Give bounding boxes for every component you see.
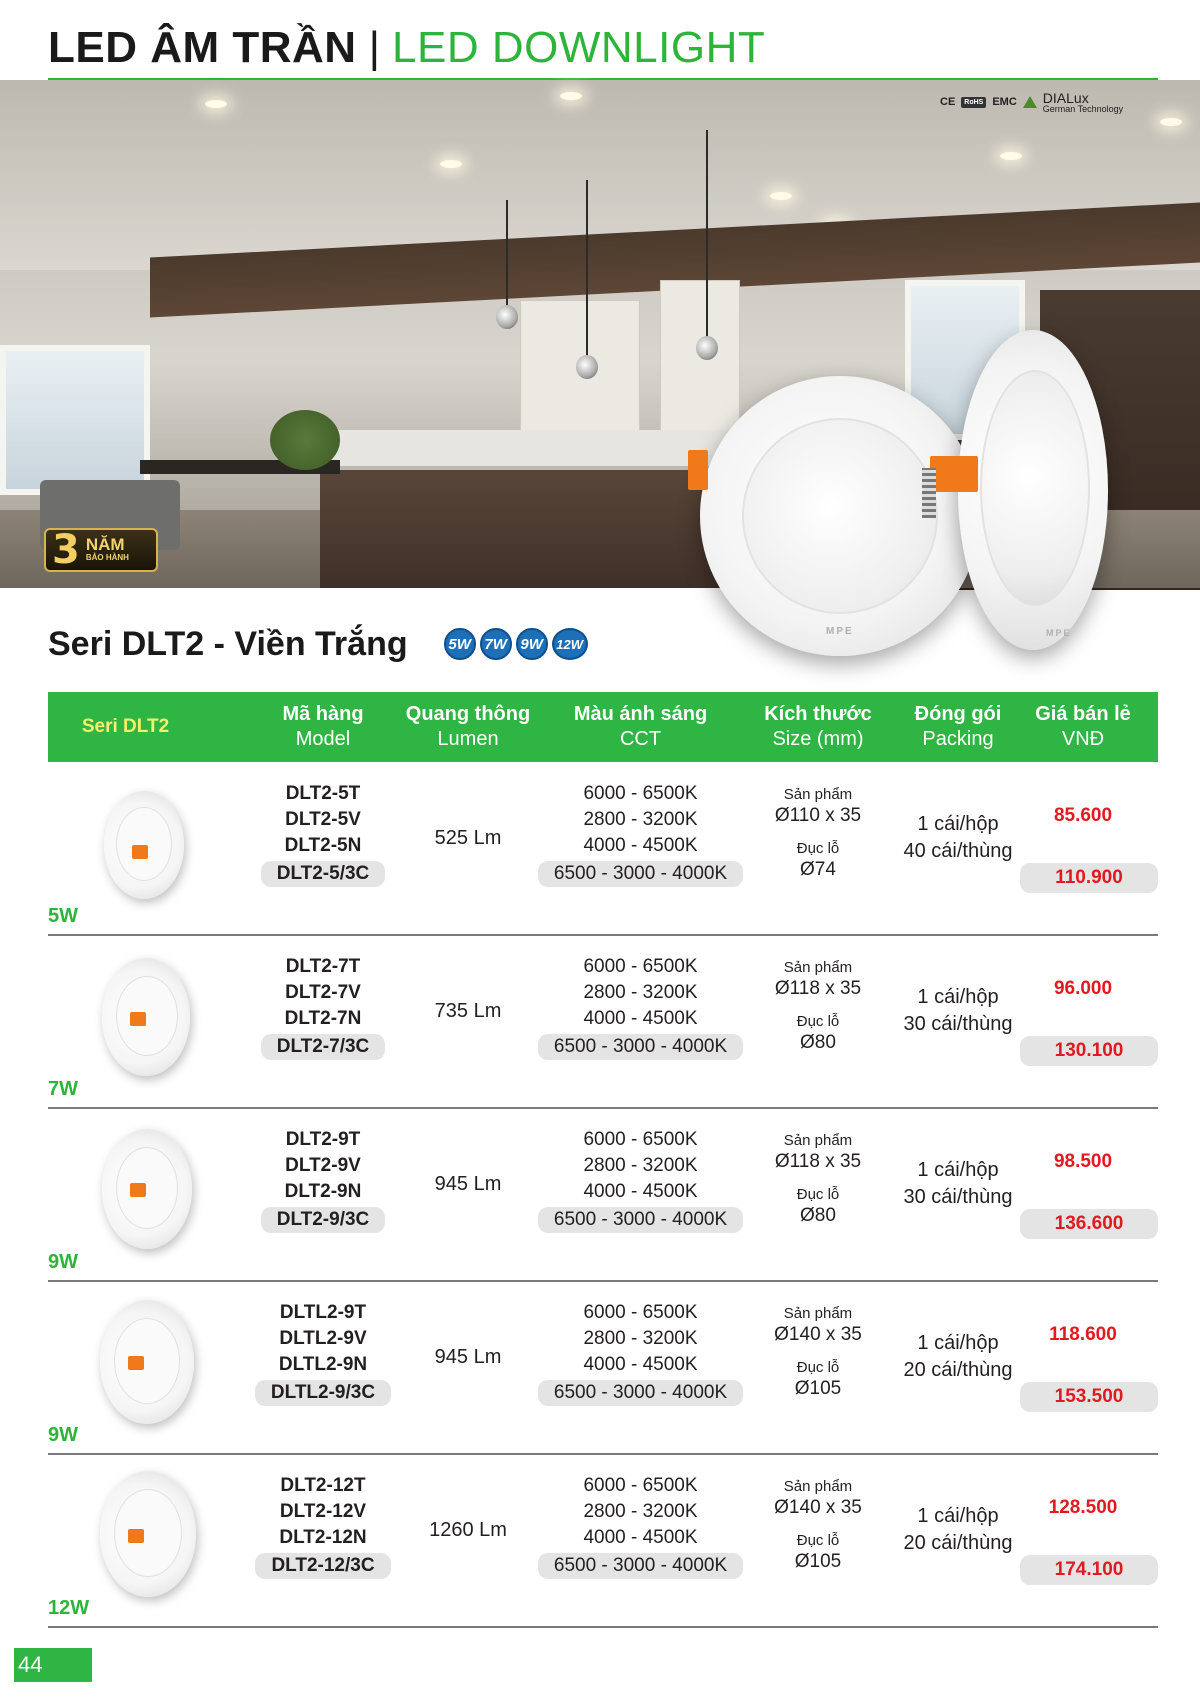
model-code-3c: DLT2-7/3C [261,1034,386,1060]
page-title-vietnamese: LED ÂM TRẦN [48,23,357,72]
size-product-label: Sản phẩm [783,1478,853,1495]
warranty-years-number: 3 [52,527,80,573]
product-thumbnail [100,1300,194,1424]
header-model: Mã hàng Model [282,703,364,750]
size-cutout-label: Đục lỗ [796,1013,840,1030]
cct-value: 4000 - 4500K [583,1527,698,1548]
cct-value: 2800 - 3200K [583,1328,698,1349]
size-cutout-label: Đục lỗ [796,1359,840,1376]
size-product: Ø110 x 35 [774,805,862,826]
cct-value: 6000 - 6500K [583,956,698,977]
ceiling-downlight-glow [205,100,227,108]
pack-box: 1 cái/hộp [917,986,999,1008]
pack-carton: 20 cái/thùng [903,1532,1013,1554]
cct-value: 6000 - 6500K [583,783,698,804]
ceiling-downlight-glow [440,160,462,168]
header-price: Giá bán lẻ VNĐ [1035,703,1131,750]
model-code: DLT2-7T [285,956,361,977]
cct-value-3c: 6500 - 3000 - 4000K [538,1380,743,1406]
table-row [48,1455,1158,1628]
warranty-label: BẢO HÀNH [85,553,129,563]
retail-price-3c: 136.600 [1020,1209,1158,1239]
model-code: DLT2-5N [284,835,362,856]
model-code-3c: DLT2-5/3C [261,861,386,887]
product-thumbnail [102,1129,192,1249]
downlight-diffuser [742,418,938,614]
page-header [48,18,1158,78]
model-code: DLT2-7V [285,982,361,1003]
cct-value-3c: 6500 - 3000 - 4000K [538,861,743,887]
model-code: DLT2-12V [279,1501,367,1522]
series-title: Seri DLT2 - Viền Trắng [48,624,408,663]
wattage-badges [444,628,588,660]
row-wattage-label: 9W [48,1251,78,1273]
retail-price: 128.500 [1048,1497,1118,1518]
series-heading [48,618,588,670]
model-code: DLT2-12T [280,1475,366,1496]
certification-logos [940,88,1160,116]
ce-mark-icon: CE [940,96,956,108]
dialux-subtitle: German Technology [1042,103,1124,114]
wattage-badge: 7W [480,628,512,660]
lumen-value: 525 Lm [434,827,502,849]
size-cutout: Ø80 [800,1032,836,1053]
cct-value: 4000 - 4500K [583,1181,698,1202]
ceiling-downlight-glow [1160,118,1182,126]
size-product-label: Sản phẩm [783,959,853,976]
downlight-diffuser [980,370,1090,606]
wattage-badge: 5W [444,628,476,660]
pendant-cord [706,130,708,340]
warranty-years-word: NĂM [85,535,125,555]
ceiling-downlight-glow [560,92,582,100]
table-row [48,1282,1158,1455]
pendant-lamp [576,355,598,379]
cct-value-3c: 6500 - 3000 - 4000K [538,1034,743,1060]
model-code: DLT2-9T [285,1129,361,1150]
retail-price: 98.500 [1053,1151,1113,1172]
retail-price-3c: 174.100 [1020,1555,1158,1585]
pack-box: 1 cái/hộp [917,1505,999,1527]
warranty-badge [44,528,158,572]
row-wattage-label: 9W [48,1424,78,1446]
brand-mark: MPE [826,626,854,637]
emc-icon: EMC [992,96,1017,108]
model-code: DLTL2-9N [278,1354,368,1375]
wattage-badge: 12W [552,628,588,660]
model-code-3c: DLTL2-9/3C [255,1380,391,1406]
pack-carton: 30 cái/thùng [903,1013,1013,1035]
size-cutout: Ø105 [794,1551,842,1572]
table-row [48,1109,1158,1282]
downlight-product-front [700,376,980,656]
product-thumbnail [100,1471,196,1597]
model-code: DLTL2-9T [279,1302,367,1323]
model-code: DLT2-12N [279,1527,367,1548]
header-size: Kích thước Size (mm) [764,703,872,750]
pendant-lamp [696,336,718,360]
lumen-value: 1260 Lm [429,1519,507,1541]
dialux-logo [1043,91,1123,114]
ceiling-downlight-glow [1000,152,1022,160]
cct-value-3c: 6500 - 3000 - 4000K [538,1207,743,1233]
dialux-logo-icon [1023,96,1037,108]
spring-clip [688,450,708,490]
header-series: Seri DLT2 [81,716,170,737]
pack-box: 1 cái/hộp [917,1332,999,1354]
table-header [48,692,1158,762]
size-cutout-label: Đục lỗ [796,1186,840,1203]
pendant-cord [586,180,588,360]
pack-carton: 20 cái/thùng [903,1359,1013,1381]
size-cutout: Ø80 [800,1205,836,1226]
size-product: Ø118 x 35 [774,978,862,999]
header-lumen: Quang thông Lumen [405,703,531,750]
size-product: Ø140 x 35 [774,1497,862,1518]
size-cutout: Ø74 [800,859,836,880]
model-code: DLT2-5T [285,783,361,804]
ceiling-downlight-glow [770,192,792,200]
row-wattage-label: 12W [48,1597,90,1619]
cct-value-3c: 6500 - 3000 - 4000K [538,1553,743,1579]
size-product-label: Sản phẩm [783,1305,853,1322]
lumen-value: 945 Lm [434,1346,502,1368]
title-separator: | [368,23,381,72]
header-packing: Đóng gói Packing [914,703,1002,750]
dialux-name: DIALux [1042,89,1089,106]
size-product: Ø118 x 35 [774,1151,862,1172]
cct-value: 2800 - 3200K [583,1155,698,1176]
pack-box: 1 cái/hộp [917,1159,999,1181]
cct-value: 4000 - 4500K [583,1008,698,1029]
lumen-value: 945 Lm [434,1173,502,1195]
cct-value: 6000 - 6500K [583,1129,698,1150]
brand-mark: MPE [1046,628,1072,638]
model-code-3c: DLT2-9/3C [261,1207,386,1233]
table-row [48,936,1158,1109]
cct-value: 4000 - 4500K [583,1354,698,1375]
size-product-label: Sản phẩm [783,1132,853,1149]
model-code: DLTL2-9V [279,1328,367,1349]
table-row [48,763,1158,936]
product-thumbnail [102,958,190,1076]
plant [270,410,340,470]
pendant-lamp [496,305,518,329]
cct-value: 2800 - 3200K [583,809,698,830]
page-title-english: LED DOWNLIGHT [392,23,766,72]
page-number: 44 [14,1648,92,1682]
rohs-icon: RoHS [961,97,986,108]
wattage-badge: 9W [516,628,548,660]
retail-price: 85.600 [1053,805,1113,826]
retail-price: 96.000 [1053,978,1113,999]
model-code: DLT2-9N [284,1181,362,1202]
downlight-product-side [958,330,1108,650]
header-cct: Màu ánh sáng CCT [573,703,708,750]
size-product: Ø140 x 35 [774,1324,862,1345]
cct-value: 6000 - 6500K [583,1475,698,1496]
retail-price-3c: 130.100 [1020,1036,1158,1066]
size-cutout-label: Đục lỗ [796,1532,840,1549]
model-code: DLT2-9V [285,1155,361,1176]
retail-price-3c: 153.500 [1020,1382,1158,1412]
hero-kitchen-photo [0,80,1200,638]
retail-price-3c: 110.900 [1020,863,1158,893]
size-product-label: Sản phẩm [783,786,853,803]
model-code: DLT2-7N [284,1008,362,1029]
lumen-value: 735 Lm [434,1000,502,1022]
cct-value: 6000 - 6500K [583,1302,698,1323]
cct-value: 4000 - 4500K [583,835,698,856]
row-wattage-label: 5W [48,905,78,927]
row-wattage-label: 7W [48,1078,78,1100]
size-cutout: Ø105 [794,1378,842,1399]
model-code: DLT2-5V [285,809,361,830]
model-code-3c: DLT2-12/3C [255,1553,390,1579]
cct-value: 2800 - 3200K [583,1501,698,1522]
pack-carton: 30 cái/thùng [903,1186,1013,1208]
retail-price: 118.600 [1049,1324,1117,1345]
size-cutout-label: Đục lỗ [796,840,840,857]
spring-clip [930,456,978,492]
pack-box: 1 cái/hộp [917,813,999,835]
product-thumbnail [104,791,184,899]
cct-value: 2800 - 3200K [583,982,698,1003]
window [0,345,150,495]
pendant-cord [506,200,508,310]
pack-carton: 40 cái/thùng [903,840,1013,862]
spring-coil [922,468,936,518]
